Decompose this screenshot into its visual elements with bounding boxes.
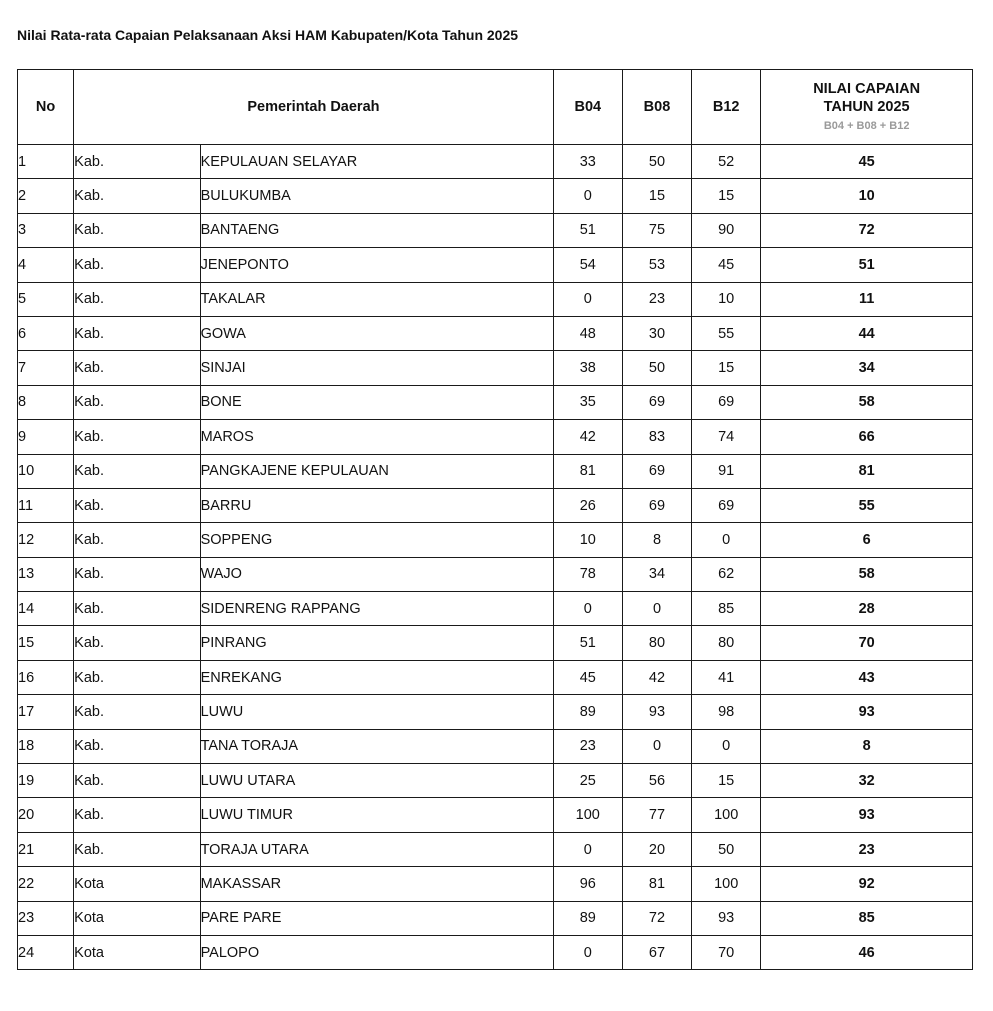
cell-b04: 89 [553, 695, 622, 729]
cell-b12: 45 [692, 248, 761, 282]
cell-b12: 10 [692, 282, 761, 316]
table-row [18, 420, 973, 454]
cell-b04: 0 [553, 179, 622, 213]
cell-b08: 15 [622, 179, 691, 213]
cell-region-type: Kota [74, 901, 200, 935]
table-header-row [18, 70, 973, 145]
cell-b04: 45 [553, 660, 622, 694]
cell-b08: 93 [622, 695, 691, 729]
cell-region-type: Kab. [74, 145, 200, 179]
cell-no: 13 [18, 557, 74, 591]
cell-b04: 23 [553, 729, 622, 763]
cell-b04: 38 [553, 351, 622, 385]
cell-b12: 15 [692, 764, 761, 798]
header-no: No [18, 70, 74, 145]
cell-score: 93 [761, 695, 973, 729]
cell-region-type: Kab. [74, 248, 200, 282]
cell-region-type: Kab. [74, 592, 200, 626]
cell-b12: 41 [692, 660, 761, 694]
table-row [18, 454, 973, 488]
cell-no: 5 [18, 282, 74, 316]
cell-region-name: MAKASSAR [200, 867, 553, 901]
cell-no: 2 [18, 179, 74, 213]
cell-b12: 15 [692, 351, 761, 385]
cell-b04: 0 [553, 282, 622, 316]
cell-no: 14 [18, 592, 74, 626]
cell-region-name: BONE [200, 385, 553, 419]
cell-score: 45 [761, 145, 973, 179]
cell-b12: 0 [692, 729, 761, 763]
cell-region-name: KEPULAUAN SELAYAR [200, 145, 553, 179]
cell-b12: 91 [692, 454, 761, 488]
table-row [18, 935, 973, 969]
cell-b04: 100 [553, 798, 622, 832]
cell-region-name: BULUKUMBA [200, 179, 553, 213]
cell-b08: 77 [622, 798, 691, 832]
cell-no: 16 [18, 660, 74, 694]
cell-b12: 15 [692, 179, 761, 213]
cell-b08: 42 [622, 660, 691, 694]
cell-b04: 10 [553, 523, 622, 557]
cell-region-type: Kab. [74, 626, 200, 660]
cell-region-type: Kab. [74, 179, 200, 213]
document-title: Nilai Rata-rata Capaian Pelaksanaan Aksi HAM Kabupaten/Kota Tahun 2025 [17, 27, 519, 43]
cell-b12: 0 [692, 523, 761, 557]
cell-b04: 33 [553, 145, 622, 179]
cell-b12: 55 [692, 316, 761, 350]
cell-no: 4 [18, 248, 74, 282]
cell-region-name: LUWU [200, 695, 553, 729]
cell-score: 8 [761, 729, 973, 763]
cell-no: 3 [18, 213, 74, 247]
cell-b12: 52 [692, 145, 761, 179]
cell-no: 11 [18, 488, 74, 522]
cell-no: 7 [18, 351, 74, 385]
cell-b08: 67 [622, 935, 691, 969]
cell-b12: 69 [692, 385, 761, 419]
cell-score: 10 [761, 179, 973, 213]
cell-region-type: Kab. [74, 385, 200, 419]
table-row [18, 592, 973, 626]
cell-region-type: Kab. [74, 351, 200, 385]
cell-b12: 74 [692, 420, 761, 454]
cell-region-name: GOWA [200, 316, 553, 350]
cell-no: 18 [18, 729, 74, 763]
cell-region-name: ENREKANG [200, 660, 553, 694]
cell-b04: 35 [553, 385, 622, 419]
cell-b12: 98 [692, 695, 761, 729]
cell-b08: 50 [622, 145, 691, 179]
table-row [18, 660, 973, 694]
table-row [18, 798, 973, 832]
cell-b08: 80 [622, 626, 691, 660]
cell-b04: 0 [553, 592, 622, 626]
table-row [18, 764, 973, 798]
cell-score: 11 [761, 282, 973, 316]
cell-region-type: Kota [74, 935, 200, 969]
cell-b12: 93 [692, 901, 761, 935]
cell-score: 34 [761, 351, 973, 385]
cell-b08: 20 [622, 832, 691, 866]
cell-b12: 70 [692, 935, 761, 969]
cell-region-name: TAKALAR [200, 282, 553, 316]
cell-b04: 96 [553, 867, 622, 901]
cell-score: 58 [761, 385, 973, 419]
cell-score: 72 [761, 213, 973, 247]
header-b12: B12 [692, 70, 761, 145]
table-row [18, 351, 973, 385]
header-b08: B08 [622, 70, 691, 145]
cell-no: 8 [18, 385, 74, 419]
cell-b04: 42 [553, 420, 622, 454]
table-row [18, 179, 973, 213]
header-score-line2: TAHUN 2025 [823, 98, 910, 115]
cell-score: 32 [761, 764, 973, 798]
cell-region-type: Kab. [74, 832, 200, 866]
cell-region-type: Kab. [74, 557, 200, 591]
cell-score: 85 [761, 901, 973, 935]
table-row [18, 282, 973, 316]
cell-score: 93 [761, 798, 973, 832]
cell-score: 46 [761, 935, 973, 969]
table-row [18, 901, 973, 935]
cell-score: 43 [761, 660, 973, 694]
cell-region-name: JENEPONTO [200, 248, 553, 282]
cell-region-name: PARE PARE [200, 901, 553, 935]
cell-b04: 26 [553, 488, 622, 522]
cell-no: 24 [18, 935, 74, 969]
cell-b04: 54 [553, 248, 622, 282]
cell-no: 12 [18, 523, 74, 557]
cell-b04: 51 [553, 626, 622, 660]
cell-score: 51 [761, 248, 973, 282]
cell-b08: 0 [622, 729, 691, 763]
cell-b08: 34 [622, 557, 691, 591]
cell-score: 70 [761, 626, 973, 660]
cell-region-name: WAJO [200, 557, 553, 591]
cell-score: 23 [761, 832, 973, 866]
table-row [18, 523, 973, 557]
cell-region-type: Kab. [74, 454, 200, 488]
header-score-formula: B04 + B08 + B12 [823, 119, 910, 132]
table-row [18, 145, 973, 179]
cell-b08: 69 [622, 385, 691, 419]
cell-b04: 48 [553, 316, 622, 350]
header-score-line1: NILAI CAPAIAN [813, 80, 921, 97]
cell-score: 92 [761, 867, 973, 901]
table-row [18, 213, 973, 247]
cell-b12: 85 [692, 592, 761, 626]
cell-no: 6 [18, 316, 74, 350]
cell-no: 23 [18, 901, 74, 935]
table-row [18, 488, 973, 522]
cell-region-name: MAROS [200, 420, 553, 454]
cell-b04: 0 [553, 935, 622, 969]
table-row [18, 248, 973, 282]
cell-score: 81 [761, 454, 973, 488]
cell-region-name: PALOPO [200, 935, 553, 969]
cell-b08: 69 [622, 454, 691, 488]
cell-region-name: LUWU UTARA [200, 764, 553, 798]
cell-region-type: Kab. [74, 488, 200, 522]
cell-score: 66 [761, 420, 973, 454]
cell-b08: 72 [622, 901, 691, 935]
cell-region-name: PANGKAJENE KEPULAUAN [200, 454, 553, 488]
cell-b04: 81 [553, 454, 622, 488]
cell-b12: 62 [692, 557, 761, 591]
cell-region-name: BARRU [200, 488, 553, 522]
cell-region-type: Kab. [74, 523, 200, 557]
cell-region-type: Kab. [74, 282, 200, 316]
cell-b08: 50 [622, 351, 691, 385]
table-row [18, 729, 973, 763]
cell-region-type: Kab. [74, 316, 200, 350]
cell-b08: 30 [622, 316, 691, 350]
cell-b08: 83 [622, 420, 691, 454]
cell-no: 1 [18, 145, 74, 179]
cell-b12: 90 [692, 213, 761, 247]
cell-region-name: PINRANG [200, 626, 553, 660]
header-region: Pemerintah Daerah [74, 70, 554, 145]
cell-b12: 80 [692, 626, 761, 660]
cell-region-type: Kab. [74, 729, 200, 763]
cell-b08: 81 [622, 867, 691, 901]
achievement-table [17, 69, 973, 970]
cell-b12: 100 [692, 867, 761, 901]
cell-b12: 100 [692, 798, 761, 832]
cell-region-type: Kab. [74, 420, 200, 454]
header-b04: B04 [553, 70, 622, 145]
cell-region-name: TORAJA UTARA [200, 832, 553, 866]
table-row [18, 626, 973, 660]
cell-region-type: Kab. [74, 798, 200, 832]
cell-no: 15 [18, 626, 74, 660]
table-row [18, 695, 973, 729]
cell-no: 9 [18, 420, 74, 454]
cell-score: 55 [761, 488, 973, 522]
cell-b04: 51 [553, 213, 622, 247]
cell-b04: 0 [553, 832, 622, 866]
cell-region-name: LUWU TIMUR [200, 798, 553, 832]
cell-region-type: Kab. [74, 764, 200, 798]
cell-region-type: Kab. [74, 660, 200, 694]
cell-score: 28 [761, 592, 973, 626]
cell-no: 19 [18, 764, 74, 798]
cell-region-type: Kab. [74, 695, 200, 729]
cell-b12: 50 [692, 832, 761, 866]
cell-b04: 89 [553, 901, 622, 935]
cell-no: 20 [18, 798, 74, 832]
table-row [18, 316, 973, 350]
cell-b08: 0 [622, 592, 691, 626]
cell-region-name: TANA TORAJA [200, 729, 553, 763]
cell-score: 44 [761, 316, 973, 350]
cell-score: 58 [761, 557, 973, 591]
cell-b04: 25 [553, 764, 622, 798]
cell-region-type: Kab. [74, 213, 200, 247]
cell-region-name: SINJAI [200, 351, 553, 385]
table-row [18, 557, 973, 591]
cell-region-name: SOPPENG [200, 523, 553, 557]
cell-b08: 8 [622, 523, 691, 557]
cell-region-type: Kota [74, 867, 200, 901]
cell-score: 6 [761, 523, 973, 557]
cell-b08: 23 [622, 282, 691, 316]
cell-b08: 69 [622, 488, 691, 522]
cell-region-name: SIDENRENG RAPPANG [200, 592, 553, 626]
cell-b12: 69 [692, 488, 761, 522]
cell-b04: 78 [553, 557, 622, 591]
cell-b08: 75 [622, 213, 691, 247]
cell-no: 21 [18, 832, 74, 866]
header-score [761, 70, 973, 145]
table-row [18, 385, 973, 419]
cell-region-name: BANTAENG [200, 213, 553, 247]
cell-b08: 53 [622, 248, 691, 282]
cell-no: 17 [18, 695, 74, 729]
cell-no: 10 [18, 454, 74, 488]
table-row [18, 867, 973, 901]
table-row [18, 832, 973, 866]
table-body [18, 145, 973, 970]
cell-b08: 56 [622, 764, 691, 798]
cell-no: 22 [18, 867, 74, 901]
